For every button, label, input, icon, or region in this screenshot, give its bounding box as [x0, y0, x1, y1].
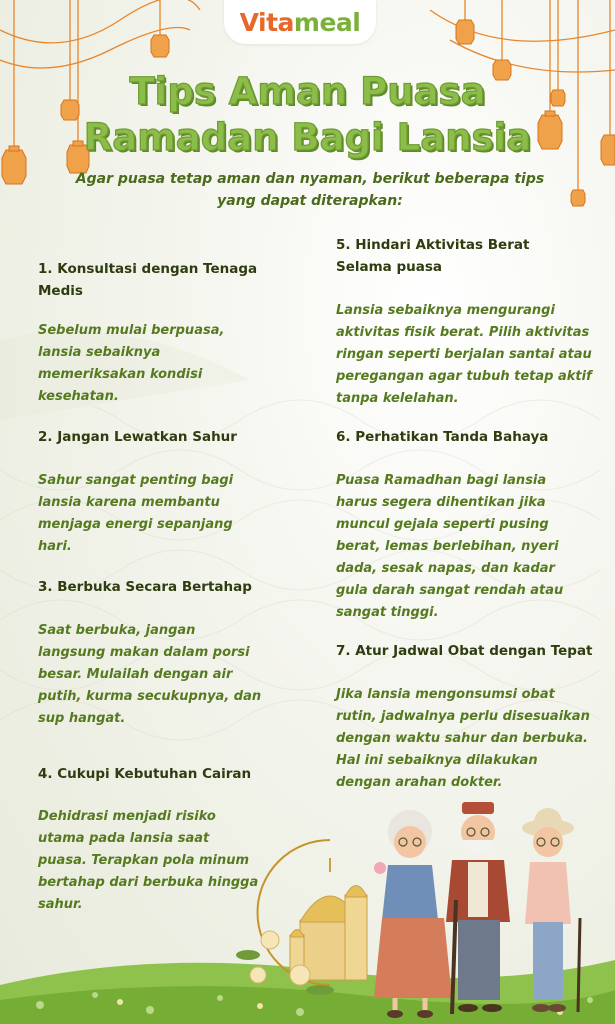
tip-body-7: Jika lansia mengonsumsi obat rutin, jadwalnya perlu disesuaikan dengan waktu sahur dan berbuka. Hal ini sebaiknya dilakukan dengan arahan dokter. — [336, 687, 590, 790]
tip-title-5: 5. Hindari Aktivitas Berat Selama puasa — [336, 237, 530, 275]
mosque-dome-icon — [290, 858, 367, 980]
tip-body-2: Sahur sangat penting bagi lansia karena membantu menjaga energi sepanjang hari. — [38, 473, 234, 554]
tip-body-6: Puasa Ramadhan bagi lansia harus segera dihentikan jika muncul gejala seperti pusing berat, lemas berlebihan, nyeri dada, sesak napas, dan kadar gula darah sangat rendah atau sangat tinggi. — [336, 473, 564, 620]
tip-body-1: Sebelum mulai berpuasa, lansia sebaiknya memeriksakan kondisi kesehatan. — [38, 323, 225, 404]
tip-title-6: 6. Perhatikan Tanda Bahaya — [336, 429, 549, 445]
tip-title-2: 2. Jangan Lewatkan Sahur — [38, 429, 237, 445]
page-subtitle: Agar puasa tetap aman dan nyaman, berikut beberapa tips yang dapat diterapkan: — [75, 171, 545, 209]
tip-body-3: Saat berbuka, jangan langsung makan dalam porsi besar. Mulailah dengan air putih, kurma secukupnya, dan sup hangat. — [38, 623, 262, 726]
tip-title-1: 1. Konsultasi dengan Tenaga Medis — [38, 261, 258, 299]
page-title-line1: Tips Aman Puasa — [129, 70, 486, 113]
tip-title-4: 4. Cukupi Kebutuhan Cairan — [38, 766, 252, 782]
tip-title-7: 7. Atur Jadwal Obat dengan Tepat — [336, 643, 593, 659]
tip-body-5: Lansia sebaiknya mengurangi aktivitas fisik berat. Pilih aktivitas ringan seperti berjalan santai atau peregangan agar tubuh tetap aktif tanpa kelelahan. — [336, 303, 592, 406]
logo-wordmark: meal — [293, 7, 361, 37]
tip-body-4: Dehidrasi menjadi risiko utama pada lansia saat puasa. Terapkan pola minum bertahap dari berbuka hingga sahur. — [38, 809, 259, 912]
elderly-woman-figure — [374, 810, 452, 1018]
page-title-line2: Ramadan Bagi Lansia — [83, 116, 532, 159]
logo-mark: Vita — [239, 7, 294, 37]
tip-title-3: 3. Berbuka Secara Bertahap — [38, 579, 252, 595]
